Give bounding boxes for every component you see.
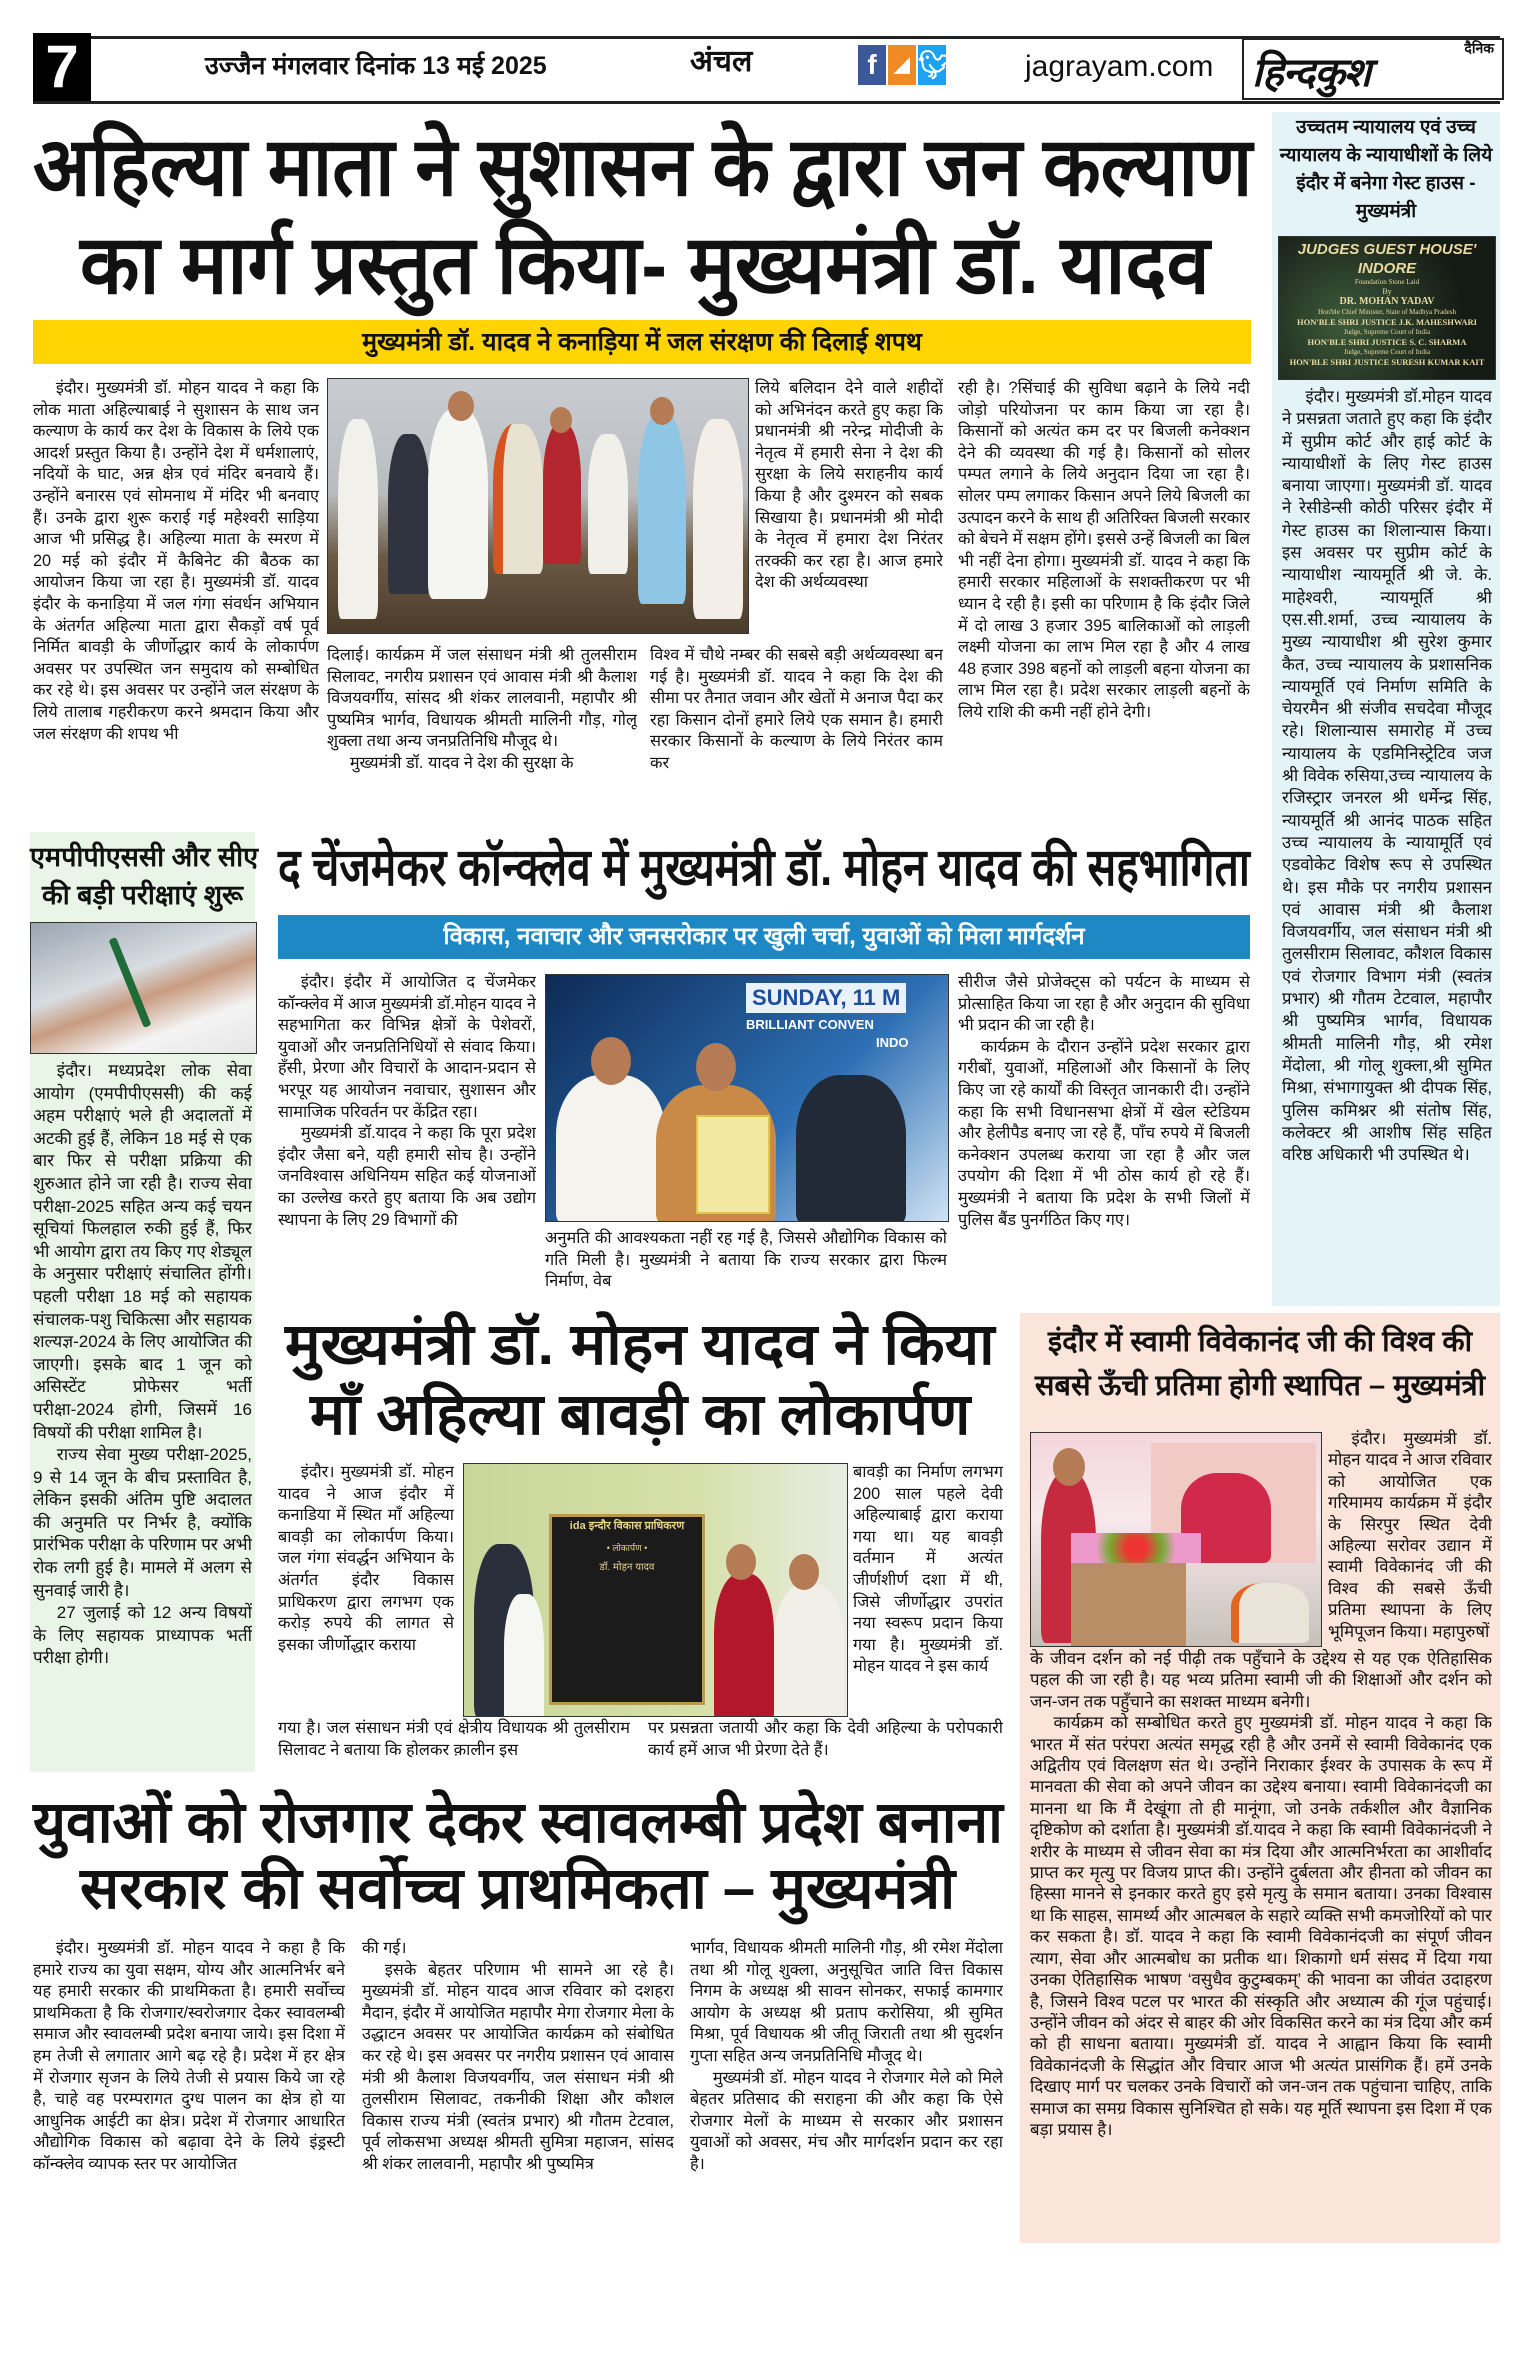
bawdi-column-1 (278, 1462, 454, 1712)
conclave-photo (545, 974, 949, 1222)
vivekanand-side-text (1328, 1428, 1492, 1648)
rss-icon[interactable]: ◢ (888, 45, 916, 85)
bawdi-headline-1-text: मुख्यमंत्री डॉ. मोहन यादव ने किया (285, 1312, 995, 1377)
logo-small-text: दैनिक (1464, 40, 1494, 56)
paragraph: इसके बेहतर परिणाम भी सामने आ रहे है। मुख्यमंत्री डॉ. मोहन यादव आज रविवार को दशहरा मैदान, इंदौर में आयोजित महापौर मेगा रोजगार मेला के उद्धाटन अवसर पर आयोजित कार्यक्रम को संबोधित कर रहे थे। इस अवसर पर नगरीय प्रशासन एवं आवास मंत्री श्री कैलाश विजयवर्गीय, जल संसाधन मंत्री श्री तुलसीराम सिलावट, तकनीकी शिक्षा और कौशल विकास राज्य मंत्री (स्वतंत्र प्रभार) श्री गौतम टेटवाल, पूर्व लोकसभा अध्यक्ष श्रीमती सुमित्रा महाजन, सांसद श्री शंकर लालवानी, महापौर श्री पुष्यमित्र (362, 1960, 674, 2173)
newspaper-logo (1242, 38, 1504, 100)
paragraph: मुख्यमंत्री डॉ. मोहन यादव ने रोजगार मेले को मिले बेहतर प्रतिसाद की सराहना की और कहा कि ऐसे रोजगार मेलों के माध्यम से सरकार और प्रशासन युवाओं को अवसर, मंच और मार्गदर्शन प्रदान कर रहा है। (690, 2068, 1003, 2173)
photo-banner-text: SUNDAY, 11 M (746, 983, 906, 1013)
twitter-icon[interactable]: 🐦︎ (918, 45, 946, 85)
sign-line: Judge, Supreme Court of India (1343, 328, 1431, 336)
sign-line: By (1382, 287, 1392, 296)
vivekanand-headline-2: सबसे ऊँची प्रतिमा होगी स्थापित – मुख्यमंत्री (1034, 1370, 1486, 1402)
sign-line: HON'BLE SHRI JUSTICE SURESH KUMAR KAIT (1289, 357, 1485, 367)
logo-main-text: हिन्दकुश (1252, 50, 1371, 95)
conclave-headline (278, 835, 1250, 901)
lead-headline-line-2 (80, 220, 1210, 312)
lead-headline-line-1 (33, 122, 1252, 214)
plaque-brand: ida (569, 1520, 586, 1532)
section-name: अंचल (690, 45, 753, 78)
bawdi-bottom-right (648, 1718, 1003, 1762)
paragraph: मुख्यमंत्री डॉ.यादव ने कहा कि पूरा प्रदेश इंदौर जैसा बने, यही हमारी सोच है। उन्होंने जनविश्वास अधिनियम सहित कई योजनाओं का उल्लेख करते हुए बताया कि अब उद्योग स्थापना के लिए 29 विभागों की (278, 1124, 536, 1229)
sign-line: Foundation Stone Laid (1354, 278, 1420, 286)
paragraph: इंदौर। मुख्यमंत्री डॉ. मोहन यादव ने कहा है कि हमारे राज्य का युवा सक्षम, योग्य और आत्मनिर्भर बने यह हमारी सरकार की प्राथमिकता है। हमारी सर्वोच्च प्राथमिकता है कि रोजगार/स्वरोजगार देकर स्वावलम्बी समाज और स्वावलम्बी प्रदेश बनाया जाये। इस दिशा में हम तेजी से लगातार आगे बढ़ रहे है। प्रदेश में हर क्षेत्र में रोजगार सृजन के लिये तेजी से प्रयास किये जा रहे है, चाहे वह परम्परागत दुग्ध पालन का क्षेत्र हो या आधुनिक आईटी का क्षेत्र। प्रदेश में रोजगार आधारित औद्योगिक विकास को बढ़ावा देने के लिये इंड्रस्टी कॉन्क्लेव व्यापक स्तर पर आयोजित (33, 1939, 345, 2173)
paragraph: राज्य सेवा मुख्य परीक्षा-2025, 9 से 14 जून के बीच प्रस्तावित है, लेकिन इसकी अंतिम पुष्टि अदालत की अनुमति पर निर्भर है, क्योंकि प्रारंभिक परीक्षा के परिणाम पर अभी रोक लगी हुई है। मामले में अलग से सुनवाई जारी है। (33, 1445, 252, 1600)
sign-title: JUDGES GUEST HOUSE' INDORE (1297, 241, 1477, 277)
paragraph: अनुमति की आवश्यकता नहीं रह गई है, जिससे औद्योगिक विकास को गति मिली है। मुख्यमंत्री ने बताया कि राज्य सरकार द्वारा फिल्म निर्माण, वेब (545, 1229, 947, 1291)
conclave-headline-text: द चेंजमेकर कॉन्क्लेव में मुख्यमंत्री डॉ. मोहन यादव की सहभागिता (278, 839, 1250, 897)
paragraph: इंदौर। मुख्यमंत्री डॉ.मोहन यादव ने प्रसन्नता जताते हुए कहा कि इंदौर में सुप्रीम कोर्ट और हाई कोर्ट के न्यायाधीशों के लिए गेस्ट हाउस बनाया जाएगा। मुख्यमंत्री डॉ. यादव ने रेसीडेन्सी कोठी परिसर इंदौर में गेस्ट हाउस का शिलान्यास किया। इस अवसर पर सुप्रीम कोर्ट के न्यायाधीश न्यायमूर्ति श्री जे. के. माहेश्वरी, न्यायमूर्ति श्री एस.सी.शर्मा, उच्च न्यायालय के मुख्य न्यायाधीश श्री सुरेश कुमार कैत, उच्च न्यायालय के प्रशासनिक न्यायमूर्ति एवं निर्माण समिति के चेयरमैन श्री संजीव सचदेवा मौजूद रहे। शिलान्यास समारोह में उच्च न्यायालय के एडमिनिस्ट्रेटिव जज श्री विवेक रुसिया,उच्च न्यायालय के रजिस्ट्रार जनरल श्री धर्मेन्द्र सिंह, न्यायमूर्ति श्री आनंद पाठक सहित उच्च न्यायालय के न्यायामूर्ति एवं एडवोकेट विशेष रूप से उपस्थित थे। इस मौके पर नगरीय प्रशासन एवं आवास मंत्री श्री कैलाश विजयवर्गीय, जल संसाधन मंत्री श्री तुलसीराम सिलावट, कौशल विकास एवं रोजगार विभाग मंत्री (स्वतंत्र प्रभार) श्री गौतम टेटवाल, महापौर श्री पुष्यमित्र भार्गव, विधायक श्रीमती मालिनी गौड़, श्री रमेश मेंदोला, श्री गोलू शुक्ला,श्री सुमित मिश्रा, संभागायुक्त श्री दीपक सिंह, पुलिस कमिश्नर श्री संतोष सिंह, कलेक्टर श्री आशीष सिंह सहित वरिष्ठ अधिकारी भी उपस्थित थे। (1282, 387, 1492, 1165)
plaque (549, 1514, 705, 1705)
lead-column-3b (650, 645, 943, 811)
lead-photo-shramdan (327, 378, 749, 634)
exams-body (33, 1060, 252, 1765)
plaque-name: डॉ. मोहन यादव (599, 1562, 655, 1573)
sign-line: HON'BLE SHRI JUSTICE J.K. MAHESHWARI (1297, 317, 1477, 327)
lead-column-3a (755, 378, 943, 644)
exams-headline-2: की बड़ी परीक्षाएं शुरू (41, 880, 244, 910)
exams-photo-writing (30, 922, 257, 1054)
sign-line: Judge, Supreme Court of India (1343, 348, 1431, 356)
paragraph: लिये बलिदान देने वाले शहीदों को अभिनंदन करते हुए कहा कि प्रधानमंत्री श्री नरेन्द्र मोदीजी के नेतृत्व में हमारी सेना ने देश की सुरक्षा के लिये सराहनीय कार्य किया है और दुश्मरन को सबक सिखाया है। प्रधानमंत्री श्री मोदी के नेतृत्व में हमारा देश निरंतर तरक्की कर रहा है। आज हमारे देश की अर्थव्यवस्था (755, 379, 943, 592)
conclave-subhead: विकास, नवाचार और जनसरोकार पर खुली चर्चा, युवाओं को मिला मार्गदर्शन (278, 915, 1250, 959)
vivekanand-photo (1030, 1432, 1322, 1647)
paragraph: भार्गव, विधायक श्रीमती मालिनी गौड़, श्री रमेश मेंदोला तथा श्री गोलू शुक्ला, अनुसूचित जाति वित्त विकास निगम के अध्यक्ष श्री सावन सोनकर, सफाई कामगार आयोग के अध्यक्ष श्री प्रताप करोसिया, श्री सुमित मिश्रा, पूर्व विधायक श्री जीतू जिराती तथा श्री सुदर्शन गुप्ता सहित अन्य जनप्रतिनिधि मौजूद थे। (690, 1939, 1003, 2065)
plaque-event: • लोकार्पण • (606, 1543, 648, 1553)
plaque-title: इन्दौर विकास प्राधिकरण (588, 1520, 685, 1532)
vivekanand-body (1030, 1648, 1492, 2238)
paragraph: बावड़ी का निर्माण लगभग 200 साल पहले देवी अहिल्याबाई द्वारा कराया गया था। यह बावड़ी वर्तमान में अत्यंत जीर्णशीर्ण दशा में थी, जिसे जीर्णोद्धार उपरांत नया स्वरूप प्रदान किया गया है। मुख्यमंत्री डॉ. मोहन यादव ने इस कार्य (853, 1463, 1003, 1676)
paragraph: कार्यक्रम को सम्बोधित करते हुए मुख्यमंत्री डॉ. मोहन यादव ने कहा कि भारत में संत परंपरा अत्यंत समृद्ध रही है और उनमें से स्वामी विवेकानंद एक अद्वितीय एवं विलक्षण संत थे। उन्होंने निराकार ईश्वर के उपासक के रूप में मानवता की सेवा को अपने जीवन का उद्देश्य बनाया। स्वामी विवेकानंदजी का मानना था कि मैं देखूंगा तो ही मानूंगा, जो उनके तर्कशील और वैज्ञानिक दृष्टिकोण को दर्शाता है। मुख्यमंत्री डॉ.यादव ने कहा कि स्वामी विवेकानंदजी ने शरीर के माध्यम से जीवन सेवा का मंत्र दिया और आत्मनिर्भरता का आशीर्वाद प्राप्त कर मृत्यु पर विजय प्राप्त की। उन्होंने दुर्बलता और हीनता को जीवन का हिस्सा मानने से इनकार करते हुए इसे मृत्यु के समान बताया। उनका विश्वास था कि साहस, सामर्थ्य और आत्मबल के सहारे व्यक्ति सभी कमजोरियों को पार कर सकता है। डॉ. यादव ने कहा कि स्वामी विवेकानंदजी का संपूर्ण जीवन त्याग, सेवा और आत्मबोध का प्रतीक था। शिकागो धर्म संसद में दिया गया उनका ऐतिहासिक भाषण ‘वसुधैव कुटुम्बकम्’ की भावना का जीवंत उदाहरण है, जिसने विश्व पटल पर भारत की संस्कृति और अध्यात्म की गूंज पहुंचाई। उन्होंने जीवन को अंदर से बाहर की ओर विकसित करने का मंत्र दिया और कर्म को ही साधना बताया। मुख्यमंत्री डॉ. यादव ने आह्वान किया कि स्वामी विवेकानंदजी के सिद्धांत और विचार आज भी अत्यंत प्रासंगिक हैं। हमें उनके दिखाए मार्ग पर चलकर उनके विचारों को जन-जन तक पहुंचाना चाहिए, ताकि समाज का समग्र विकास सुनिश्चित हो सके। यह मूर्ति स्थापना इस दिशा में एक बड़ा प्रयास है। (1030, 1713, 1492, 2139)
exams-headline-1: एमपीपीएससी और सीए (30, 842, 259, 872)
sign-line: HON'BLE SHRI JUSTICE S. C. SHARMA (1307, 337, 1467, 347)
paragraph: इंदौर। मुख्यमंत्री डॉ. मोहन यादव ने कहा कि लोक माता अहिल्याबाई ने सुशासन के साथ जन कल्याण के कार्य कर देश के विकास के लिये एक आदर्श प्रस्तुत किया है। उन्होंने देश में धर्मशालाएं, नदियों के घाट, अन्न क्षेत्र एवं मंदिर बनवाये हैं। उन्होंने बनारस एवं सोमनाथ में मंदिर भी बनवाए हैं। उनके द्वारा शुरू कराई गई महेश्वरी साड़िया आज भी प्रसिद्ध है। अहिल्या माता के स्मरण में 20 मई को इंदौर में कैबिनेट की बैठक का आयोजन किया जा रहा है। मुख्यमंत्री डॉ. यादव इंदौर के कनाड़िया में जल गंगा संवर्धन अभियान के अंतर्गत अहिल्या माता द्वारा सैकड़ों वर्ष पूर्व निर्मित बावड़ी के जीर्णोद्धार कार्य के लोकार्पण अवसर पर उपस्थित जन समुदाय को सम्बोधित कर रहे थे। इस अवसर पर उन्होंने जल संरक्षण के लिये तालाब गहरीकरण करने श्रमदान किया और जल संरक्षण की शपथ भी (33, 379, 319, 743)
paragraph: गया है। जल संसाधन मंत्री एवं क्षेत्रीय विधायक श्री तुलसीराम सिलावट ने बताया कि होलकर क़ालीन इस (278, 1719, 630, 1759)
conclave-column-1 (278, 972, 536, 1272)
photo-banner-text: INDO (876, 1035, 909, 1050)
sidebar-body (1282, 386, 1492, 1301)
lead-subhead: मुख्यमंत्री डॉ. यादव ने कनाड़िया में जल संरक्षण की दिलाई शपथ (33, 320, 1251, 364)
bawdi-headline-line-2 (310, 1380, 970, 1450)
paragraph: पर प्रसन्नता जतायी और कहा कि देवी अहिल्या के परोपकारी कार्य हमें आज भी प्रेरणा देते हैं। (648, 1719, 1003, 1759)
lead-headline-2-text: का मार्ग प्रस्तुत किया- मुख्यमंत्री डॉ. यादव (80, 220, 1210, 311)
paragraph: 27 जुलाई को 12 अन्य विषयों के लिए सहायक प्राध्यापक भर्ती परीक्षा होगी। (33, 1603, 252, 1668)
bawdi-photo-plaque (463, 1463, 848, 1717)
sign-line: Hon'ble Chief Minister, State of Madhya Pradesh (1317, 308, 1457, 316)
youth-column-1 (33, 1938, 345, 2238)
lead-headline-1-text: अहिल्या माता ने सुशासन के द्वारा जन कल्याण (33, 122, 1253, 213)
lead-column-2 (327, 645, 637, 811)
conclave-column-2 (545, 1228, 947, 1294)
paragraph: विश्व में चौथे नम्बर की सबसे बड़ी अर्थव्यवस्था बन गई है। मुख्यमंत्री डॉ. यादव ने कहा कि देश की सीमा पर तैनात जवान और खेतों मे अनाज पैदा कर रहा किसान दोनों हमारे लिये एक समान है। हमारी सरकार किसानों के कल्याण के लिये निरंतर काम कर (650, 646, 943, 772)
paragraph: इंदौर। मुख्यमंत्री डॉ. मोहन यादव ने आज रविवार को आयोजित एक गरिमामय कार्यक्रम में इंदौर के सिरपुर स्थित देवी अहिल्या सरोवर उद्यान में स्वामी विवेकानंद जी की विश्व की सबसे ऊँची प्रतिमा स्थापना के लिए भूमिपूजन किया। महापुरुषों (1328, 1429, 1492, 1641)
paragraph: रही है। ?सिंचाई की सुविधा बढ़ाने के लिये नदी जोड़ो परियोजना पर काम किया जा रहा है। किसानों को अत्यंत कम दर पर बिजली कनेक्शन देने की व्यवस्था की गई है। किसानों को सोलर पम्पत लगाने के लिये अनुदान दिया जा रहा है। सोलर पम्प लगाकर किसान अपने लिये बिजली का उत्पादन करने के साथ ही अतिरिक्त बिजली सरकार को बेचने में सक्षम होंगे। इससे उन्हें बिजली का बिल भी नहीं देना होगा। मुख्यमंत्री डॉ. यादव ने कहा कि हमारी सरकार महिलाओं के सशक्तीकरण पर भी ध्यान दे रही है। इसी का परिणाम है कि इंदौर जिले में दो लाख 3 हजार 395 बालिकाओं को लाड़ली लक्ष्मी योजना का लाभ मिल रहा है और 4 लाख 48 हजार 398 बहनों को लाड़ली बहना योजना का लाभ मिल रहा है। प्रदेश सरकार लाड़ली बहनों के लिये राशि की कमी नहीं होने देगी। (958, 379, 1250, 721)
paragraph: के जीवन दर्शन को नई पीढ़ी तक पहुँचाने के उद्देश्य से यह एक ऐतिहासिक पहल की जा रही है। यह भव्य प्रतिमा स्वामी जी की शिक्षाओं और दर्शन को जन-जन तक पहुँचाने का सशक्त माध्यम बनेगी। (1030, 1649, 1492, 1711)
youth-headline-line-2 (80, 1856, 955, 1922)
dateline: उज्जैन मंगलवार दिनांक 13 मई 2025 (205, 52, 547, 80)
paragraph: इंदौर। मध्यप्रदेश लोक सेवा आयोग (एमपीपीएससी) की कई अहम परीक्षाएं भले ही अदालतों में अटकी हुई हैं, लेकिन 18 मई से एक बार फिर से परीक्षा प्रक्रिया की शुरुआत होने जा रही है। राज्य सेवा परीक्षा-2025 सहित अन्य कई चयन सूचियां फिलहाल रुकी हुई हैं, फिर भी आयोग द्वारा तय किए गए शेड्यूल के अनुसार परीक्षाएं संचालित होंगी। पहली परीक्षा 18 मई को सहायक संचालक-पशु चिकित्सा और सहायक शल्यज्ञ-2024 के लिए आयोजित की जाएगी। इसके बाद 1 जून को असिस्टेंट प्रोफेसर भर्ती परीक्षा-2024 होगी, जिसमें 16 विषयों की परीक्षा शामिल है। (33, 1061, 252, 1442)
lead-column-4 (958, 378, 1250, 810)
page-number: 7 (33, 33, 91, 101)
lead-column-1 (33, 378, 319, 810)
sidebar-headline: उच्चतम न्यायालय एवं उच्च न्यायालय के न्यायाधीशों के लिये इंदौर में बनेगा गेस्ट हाउस - मुख्यमंत्री (1279, 117, 1493, 222)
youth-column-2 (362, 1938, 674, 2238)
youth-headline-1-text: युवाओं को रोजगार देकर स्वावलम्बी प्रदेश बनाना (33, 1790, 1003, 1855)
paragraph: की गई। (362, 1939, 407, 1957)
paragraph: मुख्यमंत्री डॉ. यादव ने देश की सुरक्षा के (349, 753, 574, 772)
bawdi-column-2 (853, 1462, 1003, 1712)
paragraph: दिलाई। कार्यक्रम में जल संसाधन मंत्री श्री तुलसीराम सिलावट, नगरीय प्रशासन एवं आवास मंत्री श्री कैलाश विजयवर्गीय, सांसद श्री शंकर लालवानी, महापौर श्री पुष्यमित्र भार्गव, विधायक श्रीमती मालिनी गौड़, गोलू शुक्ला तथा अन्य जनप्रतिनिधि मौजूद थे। (327, 646, 637, 751)
bawdi-headline-line-1 (285, 1310, 995, 1380)
bawdi-bottom-left (278, 1718, 630, 1762)
paragraph: इंदौर। मुख्यमंत्री डॉ. मोहन यादव ने आज इंदौर में कनाडिया में स्थित माँ अहिल्या बावड़ी का लोकार्पण किया। जल गंगा संवर्द्धन अभियान के अंतर्गत इंदौर विकास प्राधिकरण द्वारा लगभग एक करोड़ रुपये की लागत से इसका जीर्णोद्धार कराया (278, 1463, 454, 1654)
youth-headline-2-text: सरकार की सर्वोच्च प्राथमिकता – मुख्यमंत्री (80, 1856, 956, 1921)
conclave-column-3 (958, 972, 1250, 1294)
youth-headline-line-1 (33, 1790, 1003, 1856)
photo-banner-text: BRILLIANT CONVEN (746, 1017, 874, 1032)
facebook-icon[interactable]: f (858, 45, 886, 85)
sidebar-photo-foundation-stone (1278, 236, 1496, 380)
paragraph: कार्यक्रम के दौरान उन्होंने प्रदेश सरकार द्वारा गरीबों, युवाओं, महिलाओं और किसानों के लिए किए जा रहे कार्यों की विस्तृत जानकारी दी। उन्होंने कहा कि सभी विधानसभा क्षेत्रों में खेल स्टेडियम और हेलीपैड बनाए जा रहे हैं, पाँच रुपये में बिजली कनेक्शन उपलब्ध कराया जा रहा है और जल उपयोग की दिशा में भी ठोस कार्य हो रहे हैं। मुख्यमंत्री ने बताया कि प्रदेश के सभी जिलों में पुलिस बैंड पुनर्गठित किए गए। (958, 1037, 1250, 1229)
bawdi-headline-2-text: माँ अहिल्या बावड़ी का लोकार्पण (310, 1382, 971, 1447)
paragraph: सीरीज जैसे प्रोजेक्ट्स को पर्यटन के माध्यम से प्रोत्साहित किया जा रहा है और अनुदान की सुविधा भी प्रदान की जा रही है। (958, 973, 1250, 1035)
website-link[interactable]: jagrayam.com (1025, 50, 1214, 83)
paragraph: इंदौर। इंदौर में आयोजित द चेंजमेकर कॉन्क्लेव में आज मुख्यमंत्री डॉ.मोहन यादव ने सहभागिता कर विभिन्न क्षेत्रों के पेशेवरों, युवाओं और जनप्रतिनिधियों से संवाद किया। हँसी, प्रेरणा और विचारों के आदान-प्रदान से भरपूर यह आयोजन नवाचार, सुशासन और सामाजिक परिवर्तन पर केंद्रित रहा। (278, 973, 536, 1121)
vivekanand-headline-1: इंदौर में स्वामी विवेकानंद जी की विश्व की (1047, 1326, 1473, 1358)
youth-column-3 (690, 1938, 1003, 2238)
sign-line: DR. MOHAN YADAV (1339, 296, 1435, 307)
